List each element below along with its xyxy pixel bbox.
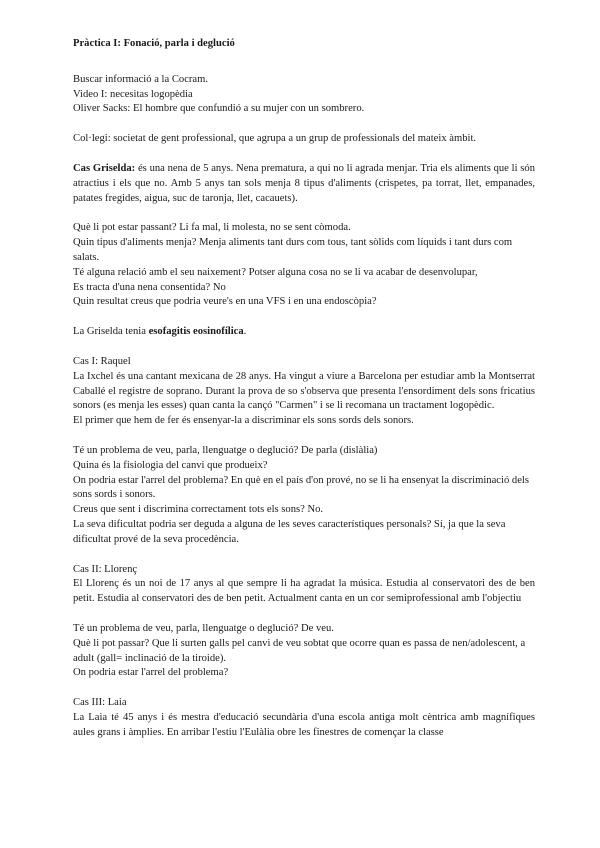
question-line: Té alguna relació amb el seu naixement? Potser alguna cosa no se li va acabar de desenvolupar, bbox=[73, 266, 478, 278]
griselda-diagnosis bbox=[73, 325, 535, 340]
question-line: Quin resultat creus que podria veure's en una VFS i en una endoscòpia? bbox=[73, 296, 377, 308]
case-3 bbox=[73, 696, 535, 740]
case-heading: Cas II: Llorenç bbox=[73, 563, 138, 575]
question-line: Creus que sent i discrimina correctament tots els sons? No. bbox=[73, 504, 324, 516]
case-2 bbox=[73, 563, 535, 607]
griselda-questions bbox=[73, 221, 535, 310]
case-heading: Cas III: Laia bbox=[73, 697, 127, 709]
question-line: On podria estar l'arrel del problema? En què en el país d'on prové, no se li ha ensenyat la discriminació dels sons sords i sonors. bbox=[73, 474, 529, 501]
intro-line: Oliver Sacks: El hombre que confundió a su mujer con un sombrero. bbox=[73, 103, 365, 115]
griselda-case bbox=[73, 162, 535, 206]
griselda-text: és una nena de 5 anys. Nena prematura, a qui no li agrada menjar. Tria els aliments que li són atractius i els que no. Amb 5 anys tan sols menja 8 tipus d'aliments (crispetes, pa torrat, llet, empanades, patates fregides, aigua, suc de taronja, llet, cacauets). bbox=[73, 162, 536, 204]
document-title: Pràctica I: Fonació, parla i deglució bbox=[73, 38, 235, 49]
griselda-label: Cas Griselda: bbox=[73, 162, 136, 174]
case-heading: Cas I: Raquel bbox=[73, 355, 131, 367]
question-line: Té un problema de veu, parla, llenguatge o deglució? De parla (dislàlia) bbox=[73, 444, 378, 456]
collegi-definition: Col·legi: societat de gent professional, que agrupa a un grup de professionals del mateix àmbit. bbox=[73, 133, 477, 145]
question-line: La seva dificultat podria ser deguda a alguna de les seves característiques personals? Sí, ja que la seva dificultat prové de la seva procedència. bbox=[73, 518, 506, 545]
question-line: On podria estar l'arrel del problema? bbox=[73, 667, 229, 679]
case-description: La Laia té 45 anys i és mestra d'educació secundària d'una escola antiga molt cèntrica amb magnífiques aules grans i àmplies. En arribar l'estiu l'Eulàlia obre les finestres de començar la classe bbox=[73, 711, 535, 738]
intro-line: Buscar informació a la Cocram. bbox=[73, 73, 209, 85]
question-line: Quina és la fisiologia del canvi que produeix? bbox=[73, 459, 268, 471]
question-line: Té un problema de veu, parla, llenguatge o deglució? De veu. bbox=[73, 622, 334, 634]
question-line: Quin tipus d'aliments menja? Menja aliments tant durs com tous, tant sòlids com líquids i tant durs com salats. bbox=[73, 237, 513, 263]
question-line: Què li pot passar? Que li surten galls pel canvi de veu sobtat que ocorre quan es passa de nen/adolescent, a adult (gall= inclinació de la tiroide). bbox=[73, 637, 526, 664]
diagnosis-suffix: . bbox=[243, 326, 247, 338]
case-1-questions bbox=[73, 444, 535, 548]
case-description: La Ixchel és una cantant mexicana de 28 anys. Ha vingut a viure a Barcelona per estudiar amb la Montserrat Caballé el registre de soprano. Durant la prova de so s'observa que presenta l'ensordiment dels sons fricatius sonors (es menja les esses) quan canta la cançó "Carmen" i se li recomana un tractament logopèdic. bbox=[73, 370, 535, 412]
case-2-questions bbox=[73, 622, 535, 681]
diagnosis-prefix: La Griselda tenia bbox=[73, 326, 149, 338]
intro-line: Video I: necesitas logopèdia bbox=[73, 88, 193, 100]
diagnosis-line bbox=[73, 325, 535, 340]
case-1 bbox=[73, 355, 535, 429]
case-note: El primer que hem de fer és ensenyar-la a discriminar els sons sords dels sonors. bbox=[73, 415, 414, 427]
collegi-section bbox=[73, 132, 535, 147]
question-line: Es tracta d'una nena consentida? No bbox=[73, 281, 226, 293]
diagnosis-term: esofagitis eosinofílica bbox=[148, 326, 244, 338]
intro-section bbox=[73, 73, 535, 117]
griselda-description bbox=[73, 162, 535, 206]
question-line: Què li pot estar passant? Li fa mal, li molesta, no se sent còmoda. bbox=[73, 222, 351, 234]
document-body bbox=[73, 37, 535, 740]
case-description: El Llorenç és un noi de 17 anys al que sempre li ha agradat la música. Estudia al conservatori des de ben petit. Estudia al conservatori des de ben petit. Actualment canta en un cor semiprofessional amb l'objectiu bbox=[73, 578, 535, 605]
